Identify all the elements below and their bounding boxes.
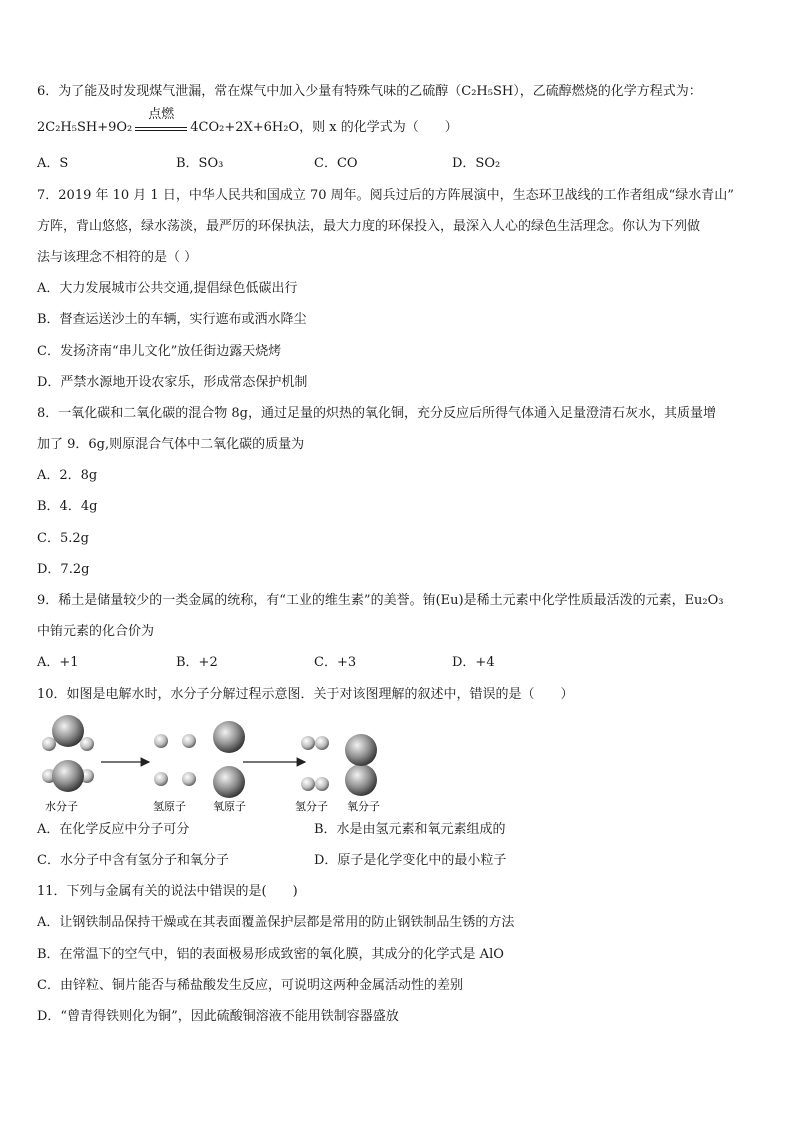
q6-option-b: B．SO₃ — [176, 156, 224, 171]
q6-equation-right: 4CO₂+2X+6H₂O，则 x 的化学式为（ ） — [190, 120, 458, 135]
label-oxygen-molecule: 氧分子 — [347, 800, 380, 813]
oxygen-molecule — [345, 734, 377, 796]
q10-option-b: B．水是由氢元素和氧元素组成的 — [314, 822, 506, 837]
q11-stem: 11．下列与金属有关的说法中错误的是( ) — [37, 884, 298, 899]
q11-option-c: C．由锌粒、铜片能否与稀盐酸发生反应，可说明这两种金属活动性的差别 — [37, 978, 463, 993]
q8-option-c: C．5.2g — [37, 531, 89, 546]
reaction-condition — [133, 107, 189, 137]
q7-stem-line-1: 7．2019 年 10 月 1 日，中华人民共和国成立 70 周年。阅兵过后的方阵展演中，生态环卫战线的工作者组成“绿水青山” — [37, 188, 734, 203]
q6-option-c: C．CO — [314, 156, 358, 171]
q9-option-c: C．+3 — [314, 655, 357, 670]
q10-stem: 10．如图是电解水时，水分子分解过程示意图．关于对该图理解的叙述中，错误的是（ ） — [37, 687, 574, 702]
q7-option-a: A．大力发展城市公共交通,提倡绿色低碳出行 — [37, 281, 298, 296]
q11-option-b: B．在常温下的空气中，铝的表面极易形成致密的氧化膜，其成分的化学式是 AlO — [37, 947, 504, 962]
water-molecule-bottom — [42, 760, 94, 792]
water-molecule-top — [42, 715, 94, 751]
q6-equation — [37, 107, 458, 137]
q11-option-a: A．让钢铁制品保持干燥或在其表面覆盖保护层都是常用的防止钢铁制品生锈的方法 — [37, 915, 515, 930]
q9-option-a: A．+1 — [37, 655, 79, 670]
q9-option-d: D．+4 — [452, 655, 495, 670]
q9-stem-line-2: 中铕元素的化合价为 — [37, 624, 155, 639]
label-hydrogen-molecule: 氢分子 — [295, 800, 328, 813]
q6-option-d: D．SO₂ — [452, 156, 501, 171]
q9-option-b: B．+2 — [176, 655, 218, 670]
q11-option-d: D．“曾青得铁则化为铜”，因此硫酸铜溶液不能用铁制容器盛放 — [37, 1009, 399, 1024]
label-oxygen-atom: 氧原子 — [213, 800, 246, 813]
q10-option-a: A．在化学反应中分子可分 — [37, 822, 190, 837]
q7-option-b: B．督查运送沙土的车辆，实行遮布或洒水降尘 — [37, 312, 307, 327]
q7-option-d: D．严禁水源地开设农家乐，形成常态保护机制 — [37, 375, 308, 390]
q8-option-b: B．4．4g — [37, 499, 98, 514]
reaction-condition-label: 点燃 — [148, 107, 175, 122]
q7-option-c: C．发扬济南“串儿文化”放任街边露天烧烤 — [37, 344, 282, 359]
q8-option-a: A．2．8g — [37, 468, 98, 483]
label-water-molecule: 水分子 — [45, 800, 78, 813]
q8-stem-line-1: 8．一氧化碳和二氧化碳的混合物 8g，通过足量的炽热的氧化铜，充分反应后所得气体通入足量澄清石灰水，其质量增 — [37, 406, 716, 421]
q6-equation-left: 2C₂H₅SH+9O₂ — [37, 120, 133, 135]
label-hydrogen-atom: 氢原子 — [153, 800, 186, 813]
hydrogen-atoms — [154, 734, 196, 786]
q6-stem: 6．为了能及时发现煤气泄漏，常在煤气中加入少量有特殊气味的乙硫醇（C₂H₅SH），乙硫醇燃烧的化学方程式为： — [37, 84, 702, 99]
q8-stem-line-2: 加了 9．6g,则原混合气体中二氧化碳的质量为 — [37, 437, 305, 452]
q8-option-d: D．7.2g — [37, 562, 90, 577]
hydrogen-molecules — [301, 736, 329, 791]
q10-option-d: D．原子是化学变化中的最小粒子 — [314, 853, 507, 868]
q7-stem-line-2: 方阵，背山悠悠，绿水荡淡，最严厉的环保执法，最大力度的环保投入，最深入人心的绿色生活理念。你认为下列做 — [37, 219, 701, 234]
q7-stem-line-3: 法与该理念不相符的是（ ） — [37, 250, 198, 265]
electrolysis-diagram — [37, 712, 397, 816]
q6-option-a: A．S — [37, 156, 69, 171]
q10-option-c: C．水分子中含有氢分子和氧分子 — [37, 853, 229, 868]
q9-stem-line-1: 9．稀土是储量较少的一类金属的统称，有“工业的维生素”的美誉。铕(Eu)是稀土元素中化学性质最活泼的元素，Eu₂O₃ — [37, 593, 724, 608]
oxygen-atoms — [213, 721, 245, 798]
